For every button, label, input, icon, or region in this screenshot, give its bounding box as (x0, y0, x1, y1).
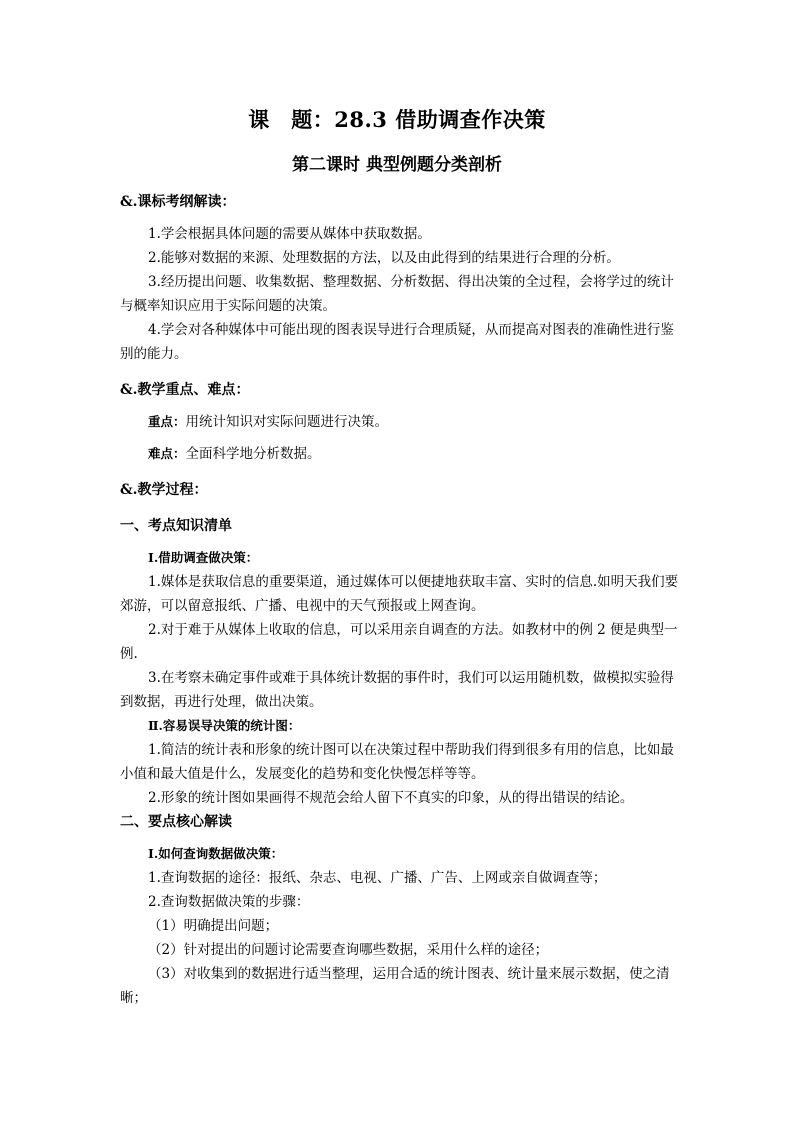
knowledge-item: 2.形象的统计图如果画得不规范会给人留下不真实的印象，从的得出错误的结论。 (148, 790, 634, 806)
section-heading-standards: &.课标考纲解读： (120, 194, 236, 210)
standards-item: 1.学会根据具体问题的需要从媒体中获取数据。 (148, 226, 431, 242)
document-body (120, 190, 680, 1010)
difficult-point (120, 442, 680, 466)
standards-item: 3.经历提出问题、收集数据、整理数据、分析数据、得出决策的全过程，会将学过的统计与概率知识应用于实际问题的决策。 (120, 274, 674, 314)
key-point (120, 410, 680, 434)
part-heading-core: 二、要点核心解读 (120, 814, 232, 830)
knowledge-item: 3.在考察未确定事件或难于具体统计数据的事件时，我们可以运用随机数，做模拟实验得到数据，再进行处理，做出决策。 (120, 670, 674, 710)
core-item: 1.查询数据的途径：报纸、杂志、电视、广播、广告、上网或亲自做调查等； (148, 870, 607, 886)
key-point-text: 用统计知识对实际问题进行决策。 (185, 414, 389, 430)
difficult-point-text: 全面科学地分析数据。 (185, 446, 321, 462)
section-heading-process: &.教学过程： (120, 482, 208, 498)
core-item: 2.查询数据做决策的步骤： (148, 894, 310, 910)
knowledge-item: 2.对于难于从媒体上收取的信息，可以采用亲自调查的方法。如教材中的例 2 便是典型一例. (120, 622, 678, 662)
core-item: （1）明确提出问题； (148, 918, 279, 934)
core-item: （3）对收集到的数据进行适当整理，运用合适的统计图表、统计量来展示数据，使之清晰； (120, 966, 670, 1006)
key-point-label: 重点： (148, 414, 186, 429)
difficult-point-label: 难点： (148, 446, 186, 461)
part-heading-knowledge: 一、考点知识清单 (120, 518, 232, 534)
core-item: （2）针对提出的问题讨论需要查询哪些数据，采用什么样的途径； (148, 942, 549, 958)
subsection-heading: Ⅰ.如何查询数据做决策： (148, 846, 284, 861)
standards-item: 2.能够对数据的来源、处理数据的方法，以及由此得到的结果进行合理的分析。 (148, 250, 620, 266)
knowledge-item: 1.媒体是获取信息的重要渠道，通过媒体可以便捷地获取丰富、实时的信息.如明天我们要郊游，可以留意报纸、广播、电视中的天气预报或上网查询。 (120, 574, 679, 614)
lesson-subtitle: 第二课时 典型例题分类剖析 (292, 155, 502, 175)
subsection-heading: Ⅰ.借助调查做决策： (148, 550, 259, 565)
lesson-title: 课 题：28.3 借助调查作决策 (248, 107, 546, 132)
subsection-heading: Ⅱ.容易误导决策的统计图： (148, 718, 301, 733)
section-heading-keypoints: &.教学重点、难点： (120, 382, 250, 398)
standards-item: 4.学会对各种媒体中可能出现的图表误导进行合理质疑，从而提高对图表的准确性进行鉴别的能力。 (120, 322, 674, 362)
knowledge-item: 1.简洁的统计表和形象的统计图可以在决策过程中帮助我们得到很多有用的信息，比如最小值和最大值是什么，发展变化的趋势和变化快慢怎样等等。 (120, 742, 674, 782)
